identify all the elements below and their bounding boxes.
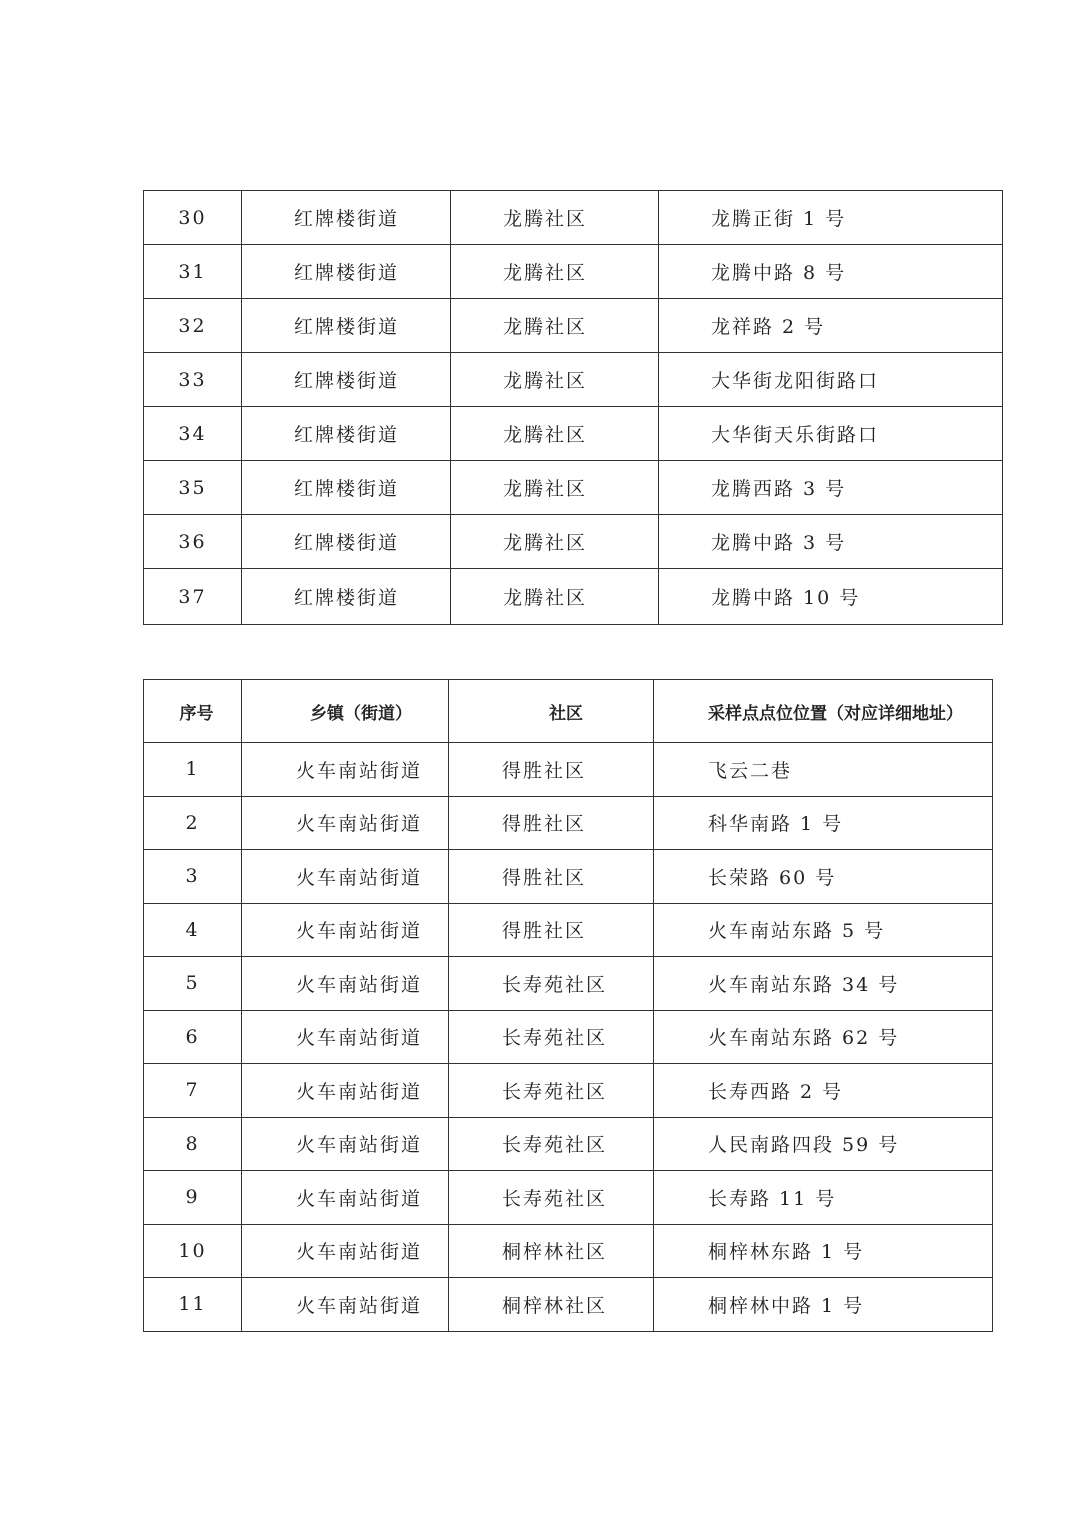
table-row <box>144 1224 993 1278</box>
cell-address: 大华街天乐街路口 <box>659 407 1003 461</box>
cell-address: 长寿路 11 号 <box>654 1171 993 1225</box>
table-row <box>144 796 993 850</box>
table-row <box>144 1278 993 1332</box>
cell-index: 5 <box>144 957 242 1011</box>
table-row <box>144 1064 993 1118</box>
cell-address: 龙腾中路 3 号 <box>659 515 1003 569</box>
table-row <box>144 407 1003 461</box>
cell-index: 8 <box>144 1117 242 1171</box>
cell-address: 人民南路四段 59 号 <box>654 1117 993 1171</box>
table-2-header-row <box>144 680 993 743</box>
cell-address: 科华南路 1 号 <box>654 796 993 850</box>
table-1-body <box>144 191 1003 625</box>
cell-index: 3 <box>144 850 242 904</box>
cell-address: 桐梓林中路 1 号 <box>654 1278 993 1332</box>
cell-community: 龙腾社区 <box>451 407 659 461</box>
cell-street: 红牌楼街道 <box>242 299 451 353</box>
table-row <box>144 1010 993 1064</box>
cell-community: 长寿苑社区 <box>449 1064 654 1118</box>
header-index: 序号 <box>144 680 242 743</box>
cell-index: 6 <box>144 1010 242 1064</box>
cell-street: 火车南站街道 <box>242 1171 449 1225</box>
cell-address: 火车南站东路 34 号 <box>654 957 993 1011</box>
cell-community: 得胜社区 <box>449 903 654 957</box>
table-row <box>144 957 993 1011</box>
cell-community: 长寿苑社区 <box>449 1010 654 1064</box>
table-1 <box>143 190 1003 625</box>
table-row <box>144 1171 993 1225</box>
header-community: 社区 <box>449 680 654 743</box>
cell-street: 火车南站街道 <box>242 796 449 850</box>
cell-index: 4 <box>144 903 242 957</box>
cell-index: 32 <box>144 299 242 353</box>
cell-address: 龙腾中路 8 号 <box>659 245 1003 299</box>
cell-street: 红牌楼街道 <box>242 569 451 625</box>
cell-index: 31 <box>144 245 242 299</box>
cell-community: 龙腾社区 <box>451 191 659 245</box>
cell-community: 桐梓林社区 <box>449 1224 654 1278</box>
cell-address: 龙腾中路 10 号 <box>659 569 1003 625</box>
cell-community: 龙腾社区 <box>451 299 659 353</box>
cell-address: 火车南站东路 5 号 <box>654 903 993 957</box>
cell-street: 红牌楼街道 <box>242 353 451 407</box>
cell-index: 35 <box>144 461 242 515</box>
cell-street: 红牌楼街道 <box>242 191 451 245</box>
cell-address: 桐梓林东路 1 号 <box>654 1224 993 1278</box>
cell-street: 红牌楼街道 <box>242 245 451 299</box>
cell-community: 得胜社区 <box>449 743 654 797</box>
cell-address: 大华街龙阳街路口 <box>659 353 1003 407</box>
table-row <box>144 299 1003 353</box>
table-row <box>144 903 993 957</box>
cell-street: 火车南站街道 <box>242 1224 449 1278</box>
table-row <box>144 515 1003 569</box>
cell-community: 龙腾社区 <box>451 515 659 569</box>
table-row <box>144 461 1003 515</box>
cell-index: 34 <box>144 407 242 461</box>
table-row <box>144 353 1003 407</box>
cell-index: 33 <box>144 353 242 407</box>
table-row <box>144 1117 993 1171</box>
cell-address: 火车南站东路 62 号 <box>654 1010 993 1064</box>
table-2-body <box>144 743 993 1332</box>
header-street: 乡镇（街道） <box>242 680 449 743</box>
cell-index: 10 <box>144 1224 242 1278</box>
cell-index: 37 <box>144 569 242 625</box>
table-row <box>144 569 1003 625</box>
cell-community: 长寿苑社区 <box>449 1171 654 1225</box>
cell-street: 红牌楼街道 <box>242 461 451 515</box>
cell-address: 飞云二巷 <box>654 743 993 797</box>
cell-community: 龙腾社区 <box>451 245 659 299</box>
cell-street: 火车南站街道 <box>242 1117 449 1171</box>
cell-street: 红牌楼街道 <box>242 515 451 569</box>
cell-street: 火车南站街道 <box>242 903 449 957</box>
cell-index: 11 <box>144 1278 242 1332</box>
cell-community: 长寿苑社区 <box>449 1117 654 1171</box>
table-2 <box>143 679 993 1332</box>
cell-community: 龙腾社区 <box>451 461 659 515</box>
cell-street: 火车南站街道 <box>242 743 449 797</box>
cell-index: 2 <box>144 796 242 850</box>
cell-community: 龙腾社区 <box>451 353 659 407</box>
cell-community: 得胜社区 <box>449 796 654 850</box>
cell-index: 36 <box>144 515 242 569</box>
cell-community: 桐梓林社区 <box>449 1278 654 1332</box>
cell-index: 7 <box>144 1064 242 1118</box>
table-row <box>144 850 993 904</box>
cell-community: 龙腾社区 <box>451 569 659 625</box>
cell-index: 30 <box>144 191 242 245</box>
cell-street: 火车南站街道 <box>242 957 449 1011</box>
cell-street: 火车南站街道 <box>242 1010 449 1064</box>
table-row <box>144 743 993 797</box>
cell-address: 长寿西路 2 号 <box>654 1064 993 1118</box>
cell-address: 龙腾正街 1 号 <box>659 191 1003 245</box>
table-row <box>144 191 1003 245</box>
cell-street: 火车南站街道 <box>242 1278 449 1332</box>
cell-street: 火车南站街道 <box>242 850 449 904</box>
cell-street: 红牌楼街道 <box>242 407 451 461</box>
cell-community: 得胜社区 <box>449 850 654 904</box>
table-row <box>144 245 1003 299</box>
header-address: 采样点点位位置（对应详细地址） <box>654 680 993 743</box>
cell-index: 9 <box>144 1171 242 1225</box>
cell-community: 长寿苑社区 <box>449 957 654 1011</box>
cell-address: 龙腾西路 3 号 <box>659 461 1003 515</box>
cell-index: 1 <box>144 743 242 797</box>
cell-address: 长荣路 60 号 <box>654 850 993 904</box>
cell-street: 火车南站街道 <box>242 1064 449 1118</box>
cell-address: 龙祥路 2 号 <box>659 299 1003 353</box>
